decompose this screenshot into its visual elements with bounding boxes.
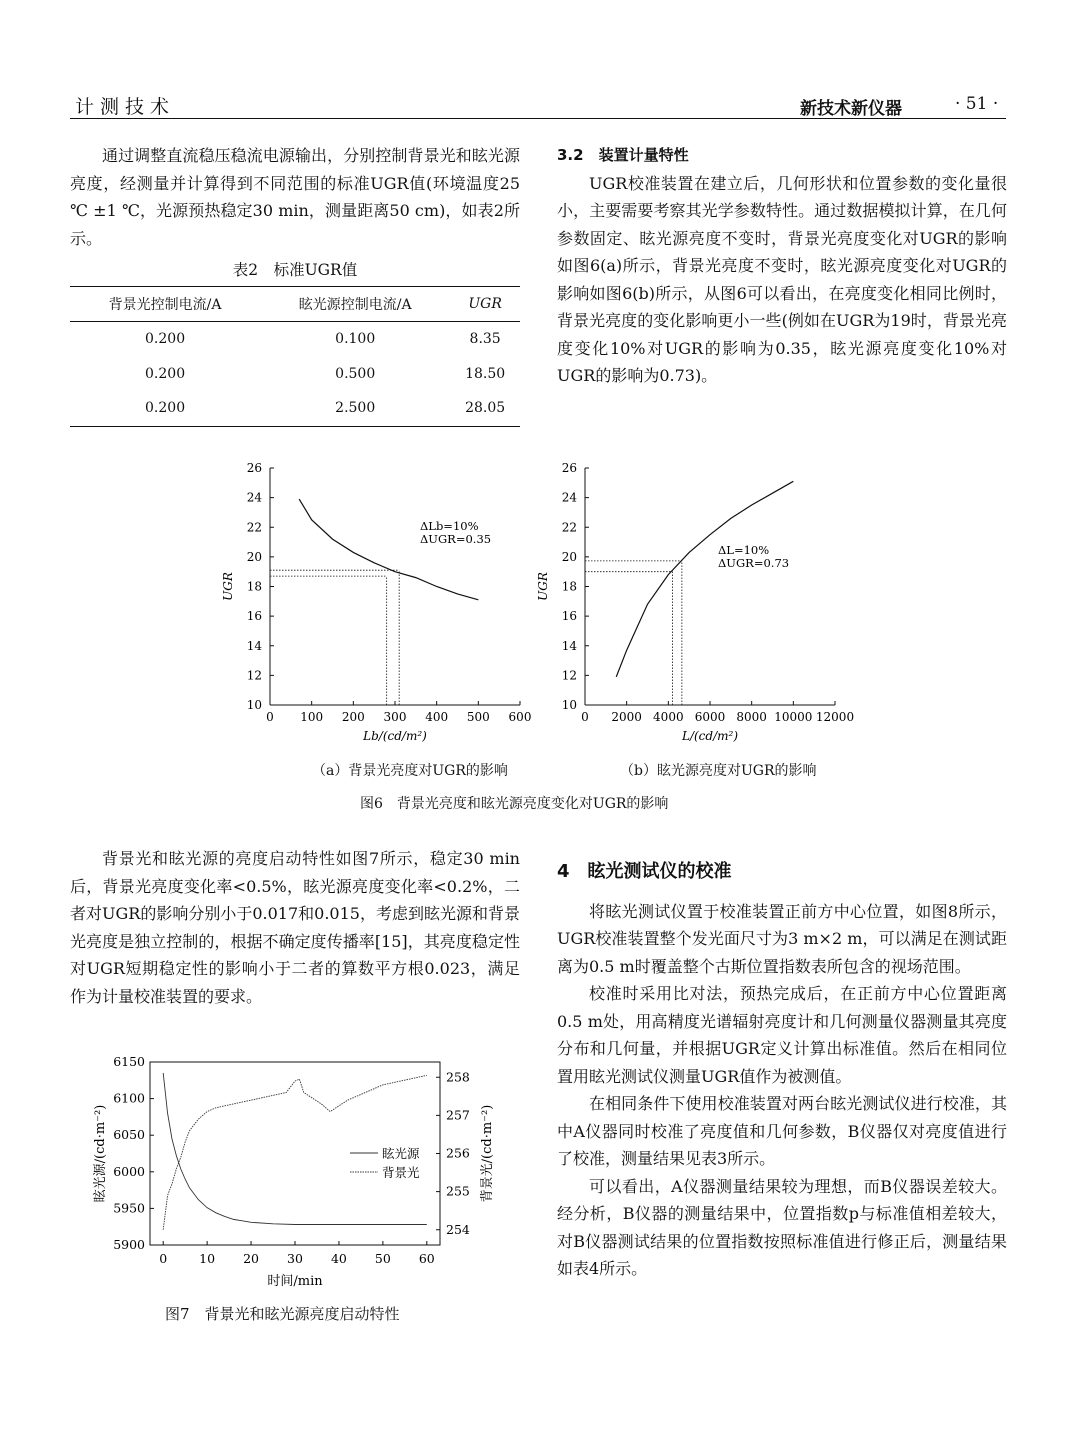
y-tick-label: 10 — [561, 698, 577, 712]
y-tick-label: 18 — [246, 579, 262, 594]
x-tick-label: 6000 — [694, 710, 726, 724]
y-tick-label: 6100 — [113, 1090, 145, 1106]
y-axis-label: UGR — [536, 572, 550, 601]
table-cell: 28.05 — [450, 391, 520, 426]
y-axis-label: UGR — [221, 572, 235, 601]
paragraph: 校准时采用比对法，预热完成后，在正前方中心位置距离0.5 m处，用高精度光谱辐射亮度计和几何测量仪器测量其亮度分布和几何量，并根据UGR定义计算出标准值。然后在相同位置用眩光测试仪测量UGR值作为被测值。 — [557, 984, 1007, 1086]
header-rule — [70, 118, 1006, 119]
y-tick-label: 12 — [561, 668, 577, 683]
x-axis-label: L/(cd/m²) — [681, 729, 739, 743]
legend-label-glare: 眩光源 — [382, 1146, 420, 1161]
x-tick-label: 500 — [466, 710, 490, 724]
y2-tick-label: 257 — [446, 1107, 470, 1123]
y-tick-label: 16 — [246, 609, 262, 624]
x-tick-label: 0 — [581, 710, 589, 724]
figure-6b-subcaption: （b）眩光源亮度对UGR的影响 — [620, 763, 817, 779]
paragraph: 可以看出，A仪器测量结果较为理想，而B仪器误差较大。经分析，B仪器的测量结果中，位置指数p与标准值相差较大，对B仪器测试结果的位置指数按照标准值进行修正后，测量结果如表4所示。 — [557, 1176, 1007, 1278]
y2-tick-label: 255 — [446, 1183, 470, 1199]
y-tick-label: 22 — [246, 520, 262, 535]
figure-6b-chart — [530, 458, 860, 758]
annotation-text: ΔUGR=0.35 — [420, 532, 492, 546]
section-heading: 3.2 装置计量特性 — [557, 146, 689, 164]
right-bottom-text — [557, 858, 1007, 1283]
x-tick-label: 0 — [266, 710, 274, 724]
table-cell: 18.50 — [465, 365, 506, 382]
x-tick-label: 50 — [374, 1251, 391, 1266]
x-tick-label: 10 — [199, 1251, 216, 1266]
y-tick-label: 18 — [561, 579, 577, 594]
standard-ugr-table — [70, 286, 520, 427]
y-tick-label: 14 — [246, 638, 262, 653]
y2-tick-label: 256 — [446, 1145, 470, 1161]
x-tick-label: 10000 — [774, 710, 813, 724]
section-title: 新技术新仪器 — [800, 99, 902, 119]
y-tick-label: 5950 — [113, 1200, 145, 1216]
table-cell: 0.200 — [145, 331, 186, 348]
left-bottom-text — [70, 845, 520, 1010]
table-cell: 0.100 — [335, 331, 376, 348]
y-axis-label: 眩光源/(cd·m⁻²) — [93, 1104, 108, 1203]
y-tick-label: 24 — [246, 490, 262, 505]
y-tick-label: 20 — [561, 549, 577, 564]
right-top-text — [557, 142, 1007, 390]
column-header: 眩光源控制电流/A — [260, 287, 450, 322]
figure-7-caption: 图7 背景光和眩光源亮度启动特性 — [165, 1305, 400, 1323]
annotation-text: ΔL=10% — [718, 543, 770, 557]
column-header: 背景光控制电流/A — [70, 287, 260, 322]
y2-tick-label: 254 — [446, 1221, 470, 1237]
x-tick-label: 600 — [508, 710, 532, 724]
ugr-curve — [616, 481, 793, 677]
x-tick-label: 30 — [287, 1251, 303, 1266]
page-number: · 51 · — [955, 94, 999, 114]
figure-6a-subcaption: （a）背景光亮度对UGR的影响 — [312, 763, 508, 779]
table-row — [70, 391, 520, 426]
figure-7-chart — [88, 1050, 518, 1300]
y-tick-label: 26 — [561, 461, 577, 475]
annotation-text: ΔLb=10% — [420, 519, 479, 533]
table-cell: 0.200 — [70, 391, 260, 426]
column-header: UGR — [450, 287, 520, 322]
x-axis-label: 时间/min — [267, 1274, 323, 1289]
table-header-row — [70, 287, 520, 322]
x-tick-label: 0 — [159, 1251, 168, 1266]
paragraph: 在相同条件下使用校准装置对两台眩光测试仪进行校准，其中A仪器同时校准了亮度值和几何参数，B仪器仅对亮度值进行了校准，测量结果见表3所示。 — [557, 1094, 1007, 1168]
x-tick-label: 20 — [243, 1251, 260, 1266]
paragraph: 背景光和眩光源的亮度启动特性如图7所示，稳定30 min后，背景光亮度变化率<0.5%，眩光源亮度变化率<0.2%，二者对UGR的影响分别小于0.017和0.015，考虑到眩光源和背景光亮度是独立控制的，根据不确定度传播率[15]，其亮度稳定性对UGR短期稳定性的影响小于二者的算数平方根0.023，满足作为计量校准装置的要求。 — [70, 849, 520, 1006]
table-row — [70, 322, 520, 357]
y-tick-label: 10 — [246, 698, 262, 712]
left-top-text — [70, 142, 520, 252]
ugr-curve — [299, 499, 478, 600]
x-tick-label: 60 — [418, 1251, 435, 1266]
x-tick-label: 8000 — [736, 710, 767, 724]
paragraph: UGR校准装置在建立后，几何形状和位置参数的变化量很小，主要需要考察其光学参数特性。通过数据模拟计算，在几何参数固定、眩光源亮度不变时，背景光亮度变化对UGR的影响如图6(a)所示，背景光亮度不变时，眩光源亮度变化对UGR的影响如图6(b)所示，从图6可以看出，在亮度变化相同比例时，背景光亮度的变化影响更小一些(例如在UGR为19时，背景光亮度变化10%对UGR的影响为0.35，眩光源亮度变化10%对UGR的影响为0.73)。 — [557, 173, 1007, 385]
annotation-text: ΔUGR=0.73 — [718, 556, 790, 570]
y-tick-label: 6150 — [113, 1054, 145, 1069]
figure-6-caption: 图6 背景光亮度和眩光源亮度变化对UGR的影响 — [360, 796, 669, 812]
x-tick-label: 2000 — [611, 710, 642, 724]
y-tick-label: 14 — [561, 638, 577, 653]
table-cell: 0.500 — [335, 365, 376, 382]
paragraph: 通过调整直流稳压稳流电源输出，分别控制背景光和眩光源亮度，经测量并计算得到不同范围的标准UGR值(环境温度25 ℃ ±1 ℃，光源预热稳定30 min，测量距离50 cm)，如表2所示。 — [70, 146, 520, 248]
legend-label-background: 背景光 — [382, 1165, 420, 1180]
table-cell: 2.500 — [260, 391, 450, 426]
journal-name: 计测技术 — [75, 96, 176, 118]
y-tick-label: 20 — [246, 549, 262, 564]
x-axis-label: Lb/(cd/m²) — [363, 729, 427, 743]
x-tick-label: 400 — [425, 710, 449, 724]
table-row — [70, 357, 520, 392]
y-tick-label: 24 — [561, 490, 577, 505]
table-cell: 8.35 — [469, 331, 501, 348]
y-tick-label: 26 — [246, 461, 262, 475]
table-cell: 0.200 — [145, 365, 186, 382]
x-tick-label: 4000 — [653, 710, 684, 724]
y-tick-label: 16 — [561, 609, 577, 624]
y-tick-label: 6000 — [113, 1163, 145, 1179]
y2-tick-label: 258 — [446, 1069, 470, 1085]
x-tick-label: 300 — [383, 710, 407, 724]
paragraph: 将眩光测试仪置于校准装置正前方中心位置，如图8所示，UGR校准装置整个发光面尺寸为3 m×2 m，可以满足在测试距离为0.5 m时覆盖整个古斯位置指数表所包含的视场范围。 — [557, 901, 1007, 976]
table-caption: 表2 标准UGR值 — [232, 261, 358, 279]
x-tick-label: 200 — [341, 710, 365, 724]
y-tick-label: 12 — [246, 668, 262, 683]
figure-6a-chart — [215, 458, 545, 758]
x-tick-label: 100 — [300, 710, 324, 724]
y-tick-label: 6050 — [113, 1127, 145, 1143]
y-tick-label: 5900 — [113, 1237, 145, 1252]
x-tick-label: 12000 — [815, 710, 855, 724]
x-tick-label: 40 — [330, 1251, 347, 1266]
y2-axis-label: 背景光/(cd·m⁻²) — [480, 1104, 495, 1203]
y-tick-label: 22 — [561, 520, 577, 535]
section-heading: 4 眩光测试仪的校准 — [557, 861, 732, 882]
